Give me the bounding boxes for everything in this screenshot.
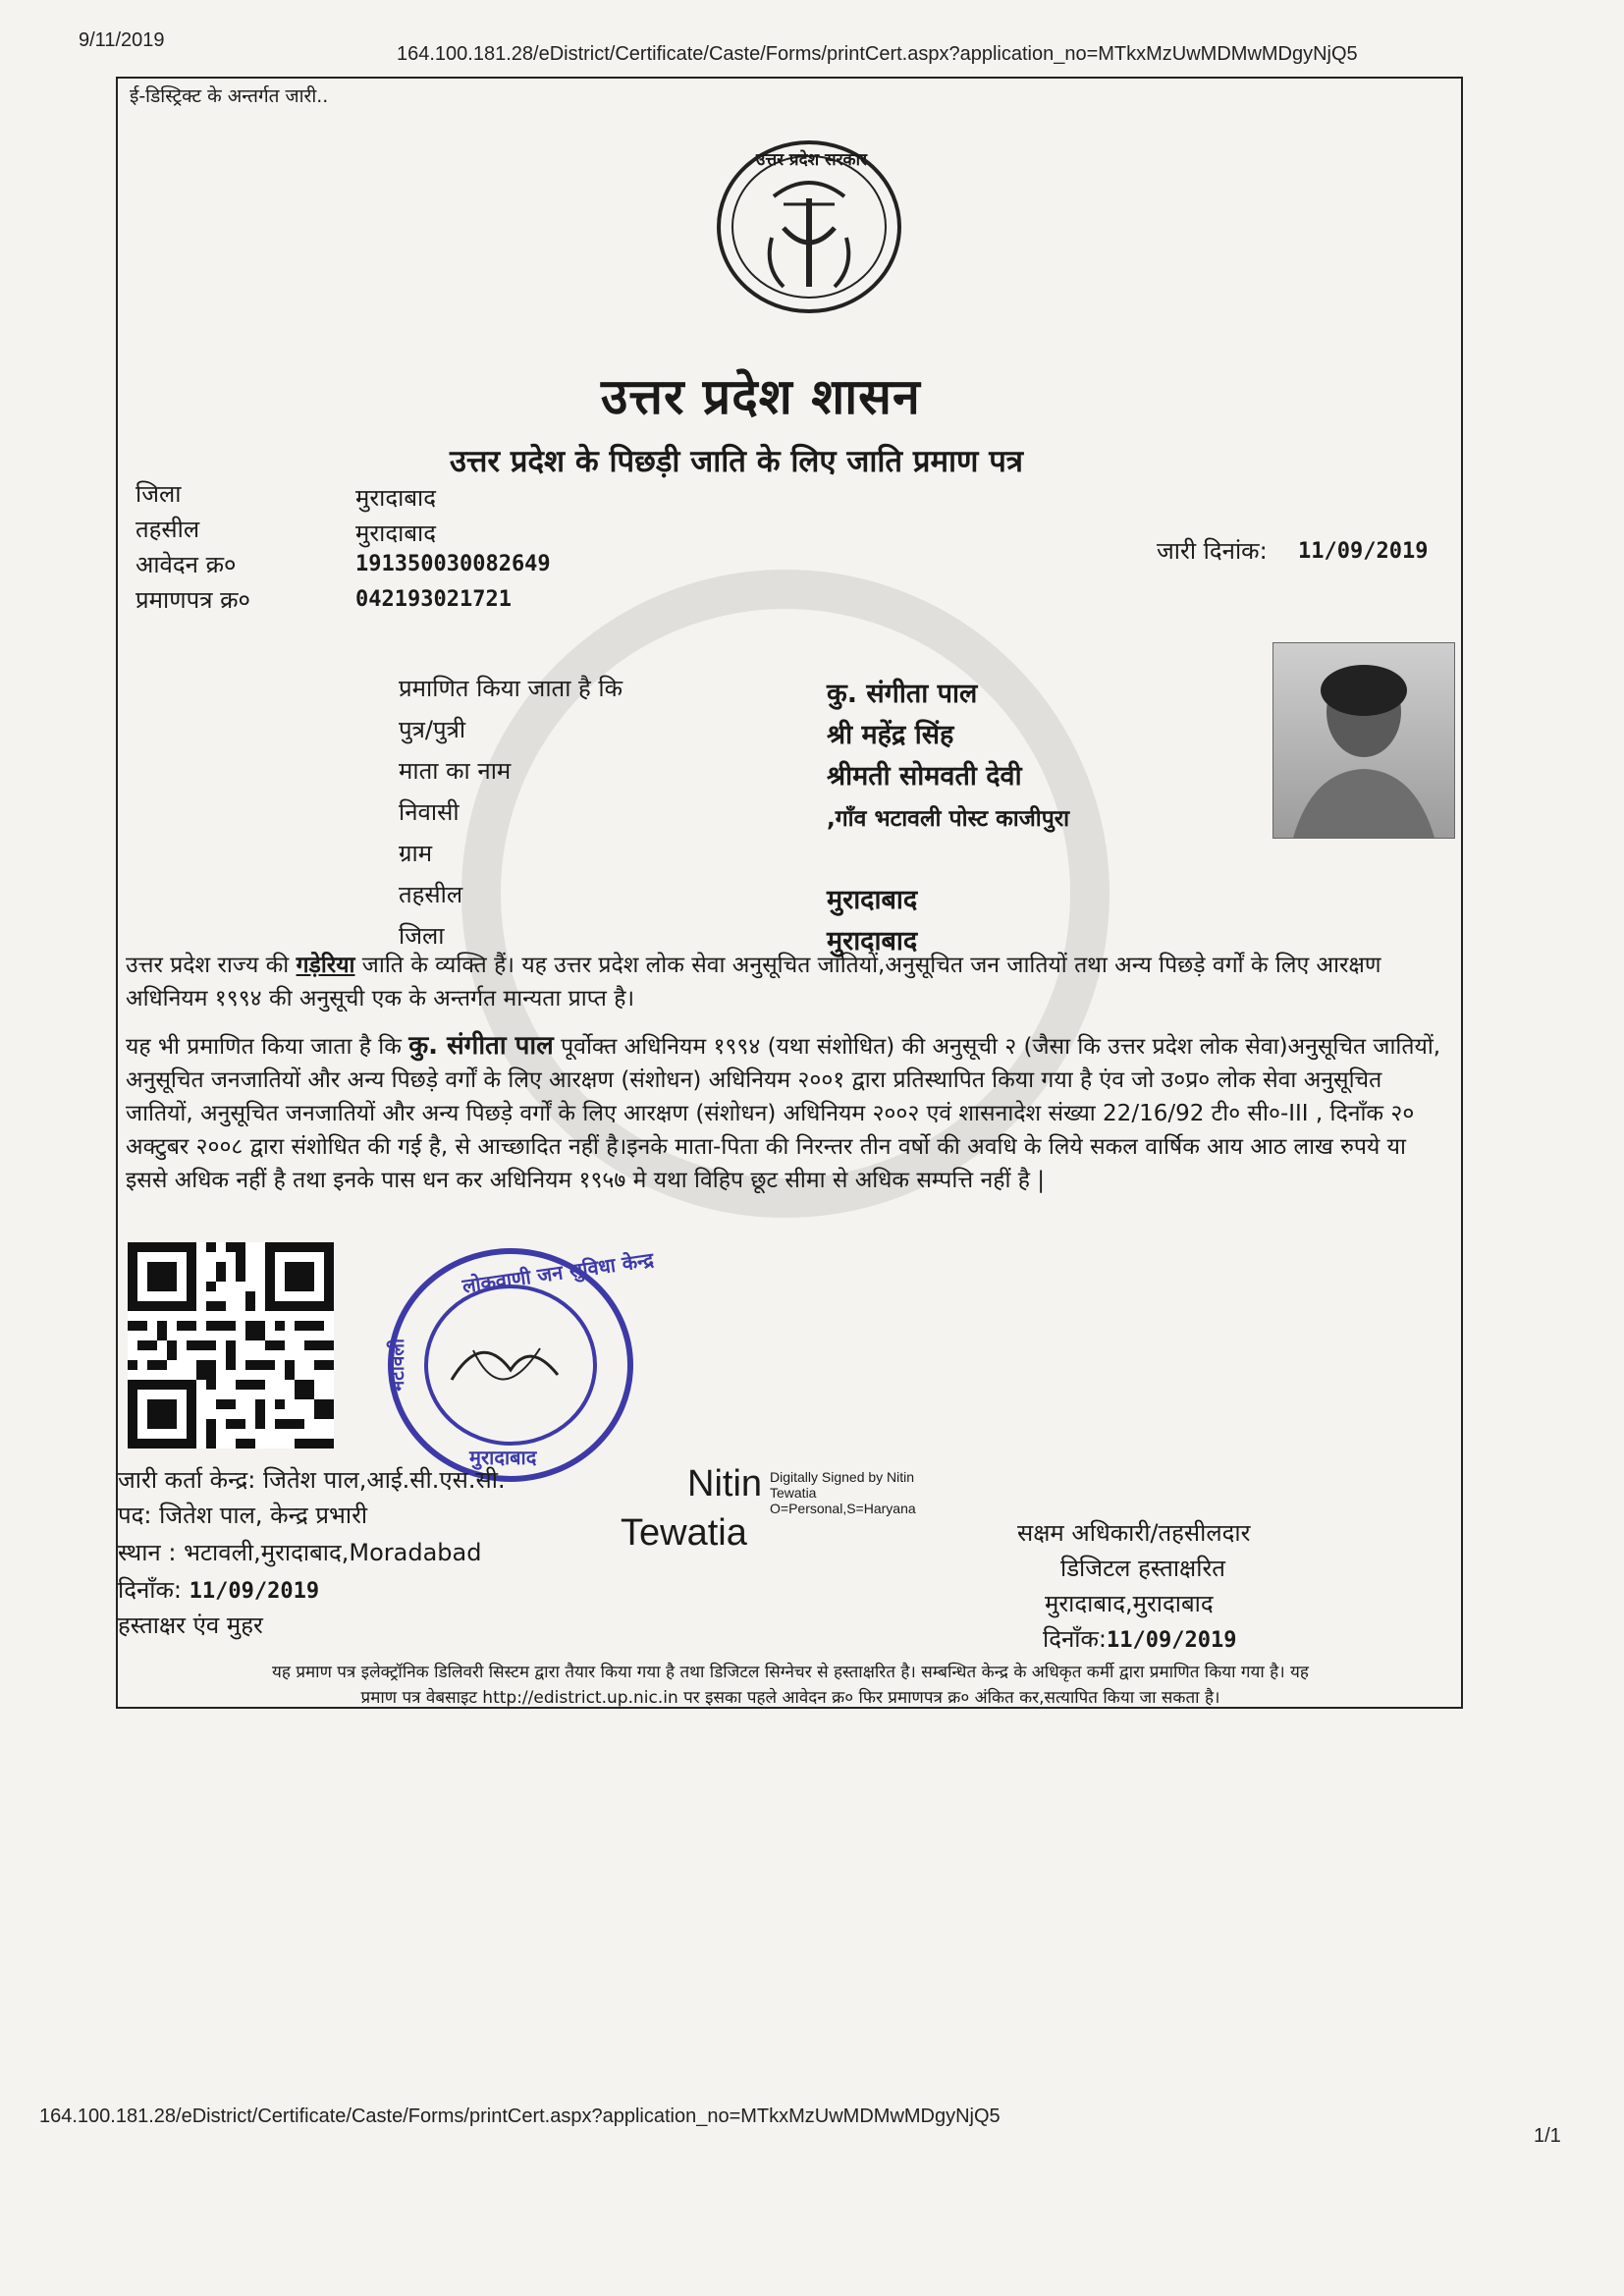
issue-date-value: 11/09/2019 xyxy=(1298,539,1429,564)
authority-date-value: 11/09/2019 xyxy=(1107,1628,1237,1653)
footer-line-1: यह प्रमाण पत्र इलेक्ट्रॉनिक डिलिवरी सिस्टम द्वारा तैयार किया गया है तथा डिजिटल सिग्नेचर से हस्ताक्षरित है। सम्बन्धित केन्द्र के अधिकृत कर्मी द्वारा प्रमाणित किया गया है। यह xyxy=(272,1663,1309,1682)
issuer-block xyxy=(118,1463,506,1496)
mother-label: माता का नाम xyxy=(399,757,512,785)
caste-paragraph-pre: उत्तर प्रदेश राज्य की xyxy=(126,953,297,978)
issuer-post-label: पद: xyxy=(118,1502,152,1529)
print-page-count: 1/1 xyxy=(1534,2125,1561,2147)
person-photo-icon xyxy=(1273,643,1454,838)
issuer-place-label: स्थान : xyxy=(118,1539,177,1566)
authority-location: मुरादाबाद,मुरादाबाद xyxy=(1045,1590,1214,1617)
meta-district-label: जिला xyxy=(135,480,182,508)
signature-line-1: Digitally Signed by Nitin xyxy=(770,1469,915,1485)
emblem-text: उत्तर प्रदेश सरकार xyxy=(756,150,867,170)
qr-code-icon[interactable] xyxy=(128,1242,334,1449)
signature-line-2: Tewatia xyxy=(770,1485,817,1501)
village-label: ग्राम xyxy=(399,840,433,867)
resident-address: ,गाँव भटावली पोस्ट काजीपुरा xyxy=(827,806,1070,832)
application-number: 191350030082649 xyxy=(355,552,551,576)
field-district-label: जिला xyxy=(399,922,445,950)
parent-name: श्री महेंद्र सिंह xyxy=(827,720,954,750)
meta-application-label: आवेदन क्र० xyxy=(135,551,237,578)
field-tehsil-label: तहसील xyxy=(399,881,463,908)
parent-label: पुत्र/पुत्री xyxy=(399,716,466,743)
applicant-name: कु. संगीता पाल xyxy=(827,679,978,709)
exclusion-paragraph-pre: यह भी प्रमाणित किया जाता है कि xyxy=(126,1034,409,1060)
print-url-bottom[interactable]: 164.100.181.28/eDistrict/Certificate/Caste/Forms/printCert.aspx?application_no=MTkxMzUwMDMwMDgyNjQ5 xyxy=(39,2105,1001,2127)
authority-date xyxy=(1043,1622,1236,1655)
issuer-date-label: दिनाँक: xyxy=(118,1576,183,1604)
meta-tehsil-label: तहसील xyxy=(135,516,200,543)
stamp-ring-text: लोकवाणी जन सुविधा केन्द्र xyxy=(460,1247,656,1298)
footer-line-2: प्रमाण पत्र वेबसाइट http://edistrict.up.nic.in पर इसका पहले आवेदन क्र० फिर प्रमाणपत्र क्र० अंकित कर,सत्यापित किया जा सकता है। xyxy=(360,1688,1220,1708)
issuer-center-label: जारी कर्ता केन्द्र: xyxy=(118,1466,256,1494)
signature-name-first: Nitin xyxy=(687,1463,763,1504)
exclusion-paragraph-post: पूर्वोक्त अधिनियम १९९४ (यथा संशोधित) की अनुसूची २ (जैसा कि उत्तर प्रदेश लोक सेवा)अनुसूचित जातियों, अनुसूचित जनजातियों और अन्य पिछड़े वर्गों के लिए आरक्षण (संशोधन) अधिनियम २००१ द्वारा प्रतिस्थापित किया गया है एंव जो उ०प्र० लोक सेवा अनुसूचित जातियों, अनुसूचित जनजातियों और अन्य पिछड़े वर्गों के लिए आरक्षण (संशोधन) अधिनियम २००२ एवं शासनादेश संख्या 22/16/92 टी० सी०-III , दिनाँक २० अक्टुबर २००८ द्वारा संशोधित की गई है, से आच्छादित नहीं है।इनके माता-पिता की निरन्तर तीन वर्षो की अवधि के लिये सकल वार्षिक आय आठ लाख रुपये या इससे अधिक नहीं है तथा इनके पास धन कर अधिनियम १९५७ मे यथा विहिप छूट सीमा से अधिक सम्पत्ति नहीं है | xyxy=(126,1034,1441,1193)
mother-name: श्रीमती सोमवती देवी xyxy=(827,761,1022,792)
issuer-seal-note: हस्ताक्षर एंव मुहर xyxy=(118,1612,263,1639)
stamp-left-text: भटावली xyxy=(387,1338,409,1394)
issuer-post-value: जितेश पाल, केन्द्र प्रभारी xyxy=(159,1502,368,1529)
authority-title: सक्षम अधिकारी/तहसीलदार xyxy=(1017,1519,1251,1547)
authority-date-label: दिनाँक: xyxy=(1043,1625,1108,1653)
meta-tehsil-value: मुरादाबाद xyxy=(355,519,437,547)
exclusion-paragraph xyxy=(126,1029,1453,1197)
signature-name-last: Tewatia xyxy=(621,1512,747,1554)
signature-details xyxy=(770,1469,916,1516)
issuer-date-value: 11/09/2019 xyxy=(189,1579,320,1604)
caste-paragraph xyxy=(126,949,1453,1015)
issuer-place xyxy=(118,1536,481,1568)
issuer-post xyxy=(118,1499,367,1531)
exclusion-applicant-name: कु. संगीता पाल xyxy=(408,1031,554,1061)
certificate-subtitle: उत्तर प्रदेश के पिछड़ी जाति के लिए जाति प्रमाण पत्र xyxy=(450,444,1023,479)
issuer-place-value: भटावली,मुरादाबाद,Moradabad xyxy=(184,1539,482,1566)
issued-under-note: ई-डिस्ट्रिक्ट के अन्तर्गत जारी.. xyxy=(130,85,329,107)
signature-line-3: O=Personal,S=Haryana xyxy=(770,1501,916,1516)
resident-label: निवासी xyxy=(399,798,460,826)
certificate-number: 042193021721 xyxy=(355,587,512,612)
certified-label: प्रमाणित किया जाता है कि xyxy=(399,675,623,702)
field-district-value: मुरादाबाद xyxy=(827,926,918,957)
authority-digital-signed: डिजिटल हस्ताक्षरित xyxy=(1060,1555,1225,1582)
footer-note xyxy=(118,1660,1463,1711)
field-tehsil-value: मुरादाबाद xyxy=(827,885,918,915)
print-date: 9/11/2019 xyxy=(79,29,165,51)
meta-district-value: मुरादाबाद xyxy=(355,484,437,512)
stamp-bottom-text: मुरादाबाद xyxy=(469,1446,537,1469)
issue-date-label: जारी दिनांक: xyxy=(1157,537,1268,565)
meta-certificate-label: प्रमाणपत्र क्र० xyxy=(135,586,250,614)
caste-paragraph-post: जाति के व्यक्ति हैं। यह उत्तर प्रदेश लोक सेवा अनुसूचित जातियों,अनुसूचित जन जातियों तथा अन्य पिछड़े वर्गों के लिए आरक्षण अधिनियम १९९४ की अनुसूची एक के अन्तर्गत मान्यता प्राप्त है। xyxy=(126,953,1381,1011)
applicant-photo xyxy=(1272,642,1455,839)
issuer-date xyxy=(118,1573,319,1606)
certificate-title: उत्तर प्रदेश शासन xyxy=(601,368,921,425)
issuer-center-value: जितेश पाल,आई.सी.एस.सी. xyxy=(262,1466,506,1494)
print-url-top[interactable]: 164.100.181.28/eDistrict/Certificate/Caste/Forms/printCert.aspx?application_no=MTkxMzUwMDMwMDgyNjQ5 xyxy=(397,43,1358,65)
caste-name: गड़ेरिया xyxy=(296,953,355,978)
